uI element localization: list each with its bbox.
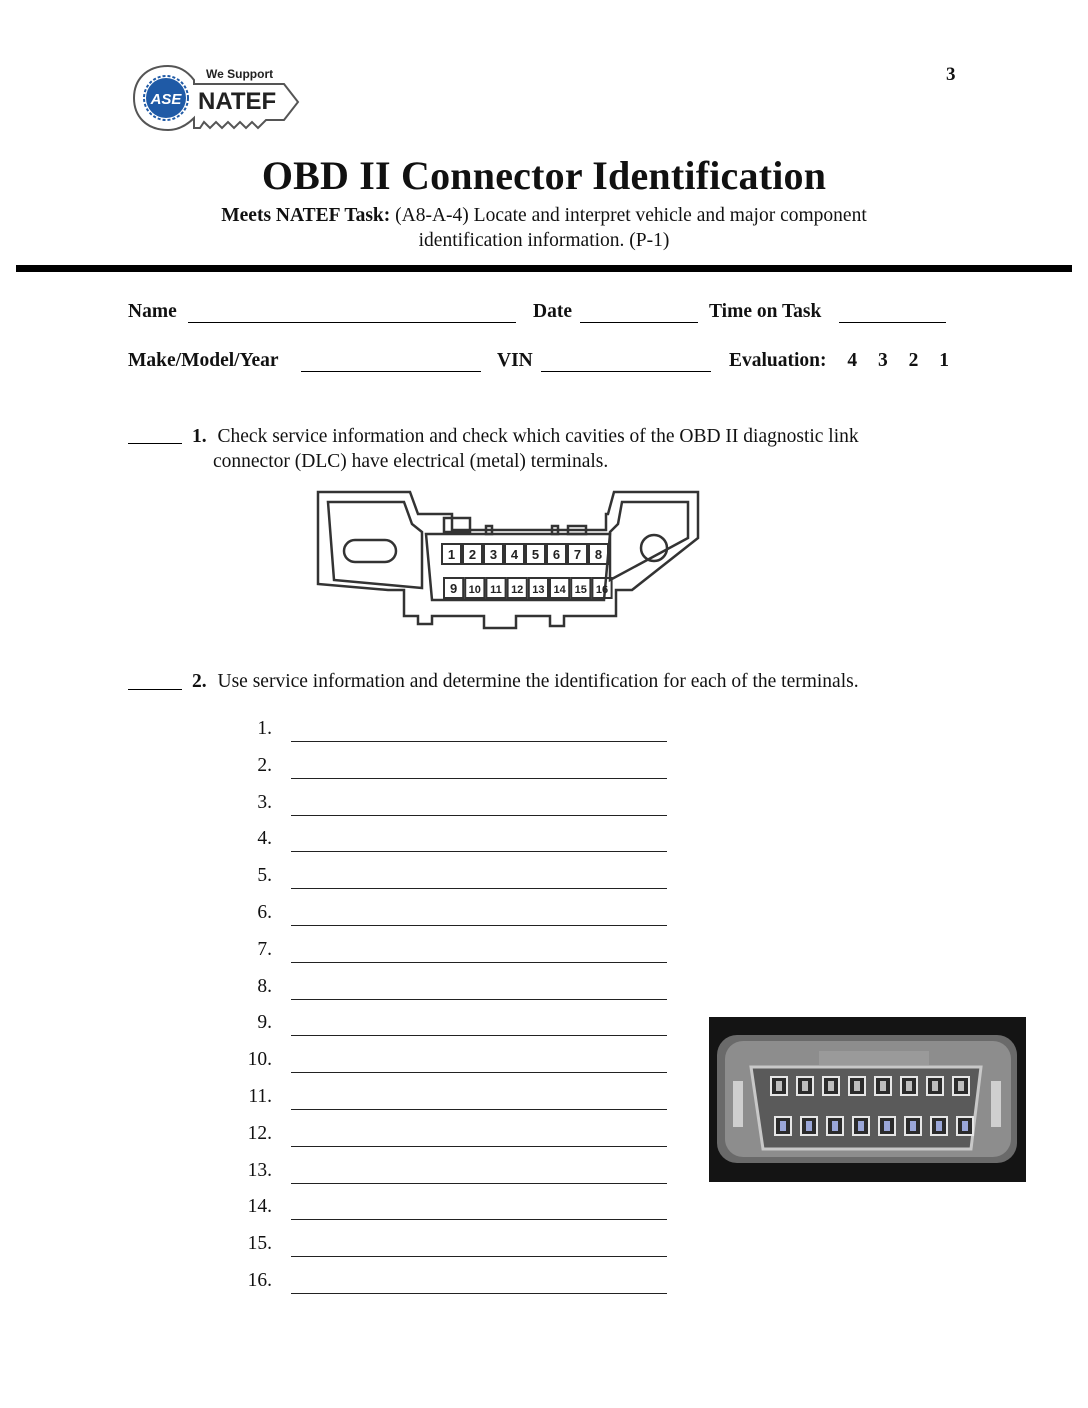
terminal-answer-line-13[interactable] xyxy=(291,1183,667,1184)
photo-pin-terminal xyxy=(832,1121,838,1131)
pin-label-5: 5 xyxy=(531,547,540,562)
terminal-answer-line-7[interactable] xyxy=(291,962,667,963)
pin-label-10: 10 xyxy=(468,584,481,596)
evaluation-score-2[interactable]: 2 xyxy=(908,350,919,371)
terminal-answer-line-9[interactable] xyxy=(291,1035,667,1036)
pin-label-9: 9 xyxy=(449,581,458,596)
task-description xyxy=(0,203,1088,253)
pin-label-3: 3 xyxy=(489,547,498,562)
vin-field[interactable] xyxy=(541,371,711,372)
obd2-connector-diagram xyxy=(314,488,704,640)
terminal-number-8: 8. xyxy=(257,975,272,997)
pin-label-6: 6 xyxy=(552,547,561,562)
photo-pin-terminal xyxy=(932,1081,938,1091)
terminal-number-10: 10. xyxy=(247,1049,272,1071)
terminal-answer-line-12[interactable] xyxy=(291,1146,667,1147)
question-2-number: 2. xyxy=(192,671,207,692)
terminal-number-3: 3. xyxy=(257,791,272,813)
time-on-task-field[interactable] xyxy=(839,322,946,323)
terminal-answer-line-5[interactable] xyxy=(291,888,667,889)
photo-pin-terminal xyxy=(880,1081,886,1091)
photo-pin-terminal xyxy=(776,1081,782,1091)
pin-label-4: 4 xyxy=(510,547,519,562)
evaluation-score-3[interactable]: 3 xyxy=(878,350,888,371)
photo-pin-terminal xyxy=(858,1121,864,1131)
terminal-number-15: 15. xyxy=(247,1233,272,1255)
photo-pin-terminal xyxy=(958,1081,964,1091)
evaluation-label: Evaluation: xyxy=(729,350,827,371)
question-1-number: 1. xyxy=(192,426,207,447)
terminal-number-9: 9. xyxy=(257,1012,272,1034)
photo-pin-terminal xyxy=(802,1081,808,1091)
question-1 xyxy=(192,424,859,449)
question-2-check-blank[interactable] xyxy=(128,689,182,690)
pin-grid xyxy=(442,544,612,598)
obd2-connector-diagram-icon xyxy=(314,488,704,640)
photo-pin-terminal xyxy=(936,1121,942,1131)
page-number: 3 xyxy=(946,64,956,85)
pin-label-1: 1 xyxy=(447,547,456,562)
terminal-number-11: 11. xyxy=(248,1086,272,1107)
terminal-answer-line-1[interactable] xyxy=(291,741,667,742)
name-field[interactable] xyxy=(188,322,516,323)
pin-label-13: 13 xyxy=(532,584,545,596)
logo-tagline: We Support xyxy=(206,67,274,81)
question-1-text-line1: Check service information and check which cavities of the OBD II diagnostic link xyxy=(217,426,859,447)
photo-pin-terminal xyxy=(780,1121,786,1131)
name-label: Name xyxy=(128,301,177,322)
terminal-answer-line-10[interactable] xyxy=(291,1072,667,1073)
logo-badge-text: ASE xyxy=(150,91,182,108)
evaluation-score-1[interactable]: 1 xyxy=(939,350,950,371)
task-text-line2: identification information. (P-1) xyxy=(418,230,670,251)
terminal-answer-line-16[interactable] xyxy=(291,1293,667,1294)
terminal-answer-line-4[interactable] xyxy=(291,851,667,852)
terminal-number-14: 14. xyxy=(247,1196,272,1218)
header-divider xyxy=(16,265,1072,272)
photo-pin-terminal xyxy=(806,1121,812,1131)
terminal-number-13: 13. xyxy=(247,1159,272,1181)
terminal-number-6: 6. xyxy=(257,902,272,923)
photo-pin-terminal xyxy=(906,1081,912,1091)
question-2-text: Use service information and determine the identification for each of the terminals. xyxy=(217,671,859,692)
terminal-number-2: 2. xyxy=(257,754,272,776)
terminal-answer-line-2[interactable] xyxy=(291,778,667,779)
time-on-task-label: Time on Task xyxy=(709,301,822,322)
terminal-answer-line-14[interactable] xyxy=(291,1219,667,1220)
photo-pin-terminal xyxy=(884,1121,890,1131)
page-title: OBD II Connector Identification xyxy=(261,153,827,198)
ase-natef-key-logo-icon xyxy=(128,58,308,150)
pin-label-12: 12 xyxy=(511,584,524,596)
pin-label-8: 8 xyxy=(594,547,603,562)
terminal-answer-line-3[interactable] xyxy=(291,815,667,816)
terminal-number-1: 1. xyxy=(257,718,272,739)
task-text-line1: (A8-A-4) Locate and interpret vehicle and major component xyxy=(395,205,867,226)
obd2-connector-photo-icon xyxy=(709,1017,1026,1182)
terminal-number-12: 12. xyxy=(247,1122,272,1144)
pin-label-16: 16 xyxy=(595,584,609,596)
terminal-answer-line-15[interactable] xyxy=(291,1256,667,1257)
terminal-number-7: 7. xyxy=(257,938,272,960)
pin-label-14: 14 xyxy=(553,584,566,596)
terminal-answer-line-6[interactable] xyxy=(291,925,667,926)
terminal-answer-line-8[interactable] xyxy=(291,999,667,1000)
pin-label-2: 2 xyxy=(468,547,477,562)
logo-brand: NATEF xyxy=(198,88,277,115)
ase-natef-logo xyxy=(128,58,308,150)
photo-pin-terminal xyxy=(828,1081,834,1091)
pin-label-15: 15 xyxy=(574,584,587,596)
question-1-check-blank[interactable] xyxy=(128,443,182,444)
vin-label: VIN xyxy=(497,350,533,371)
photo-pin-terminal xyxy=(910,1121,916,1131)
evaluation xyxy=(729,350,949,372)
date-label: Date xyxy=(533,301,572,322)
terminal-number-16: 16. xyxy=(247,1270,272,1291)
pin-label-11: 11 xyxy=(490,584,502,596)
evaluation-score-4[interactable]: 4 xyxy=(847,350,858,371)
pin-label-7: 7 xyxy=(573,547,582,562)
terminal-number-5: 5. xyxy=(257,865,272,887)
terminal-number-4: 4. xyxy=(257,828,272,850)
photo-pin-terminal xyxy=(854,1081,860,1091)
question-2 xyxy=(192,669,859,694)
task-label: Meets NATEF Task: xyxy=(221,205,391,226)
question-1-text-line2: connector (DLC) have electrical (metal) terminals. xyxy=(213,451,609,472)
make-model-year-label: Make/Model/Year xyxy=(128,350,279,371)
photo-pin-terminal xyxy=(962,1121,968,1131)
obd2-connector-photo xyxy=(709,1017,1026,1182)
date-field[interactable] xyxy=(580,322,698,323)
make-model-year-field[interactable] xyxy=(301,371,481,372)
terminal-answer-line-11[interactable] xyxy=(291,1109,667,1110)
